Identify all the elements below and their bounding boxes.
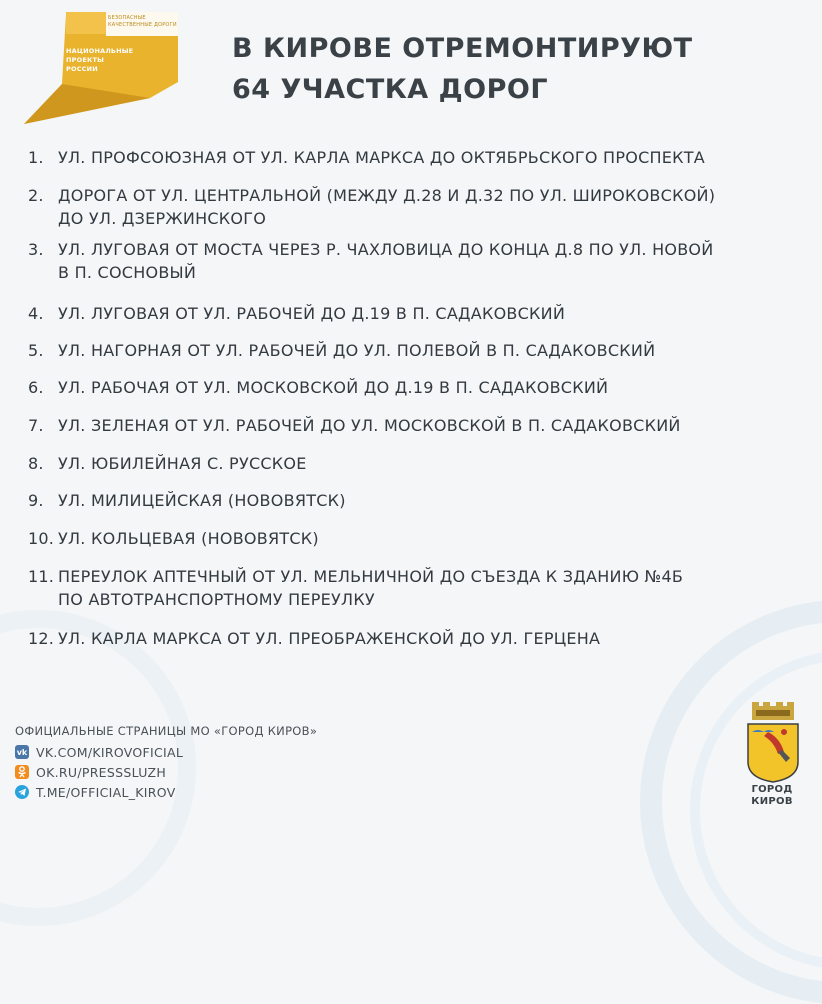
list-item-number: 3. xyxy=(28,240,44,259)
kirov-coat-of-arms xyxy=(744,702,802,784)
list-item xyxy=(28,415,798,438)
list-item-text: УЛ. КОЛЬЦЕВАЯ (НОВОВЯТСК) xyxy=(58,529,319,548)
list-item-number: 7. xyxy=(28,416,44,435)
list-item-number: 10. xyxy=(28,529,55,548)
social-link-label[interactable]: OK.RU/PRESSSLUZH xyxy=(36,764,167,780)
list-item xyxy=(28,453,798,476)
list-item xyxy=(28,528,798,551)
list-item xyxy=(28,628,798,651)
list-item-number: 4. xyxy=(28,304,44,323)
list-item-number: 6. xyxy=(28,378,44,397)
national-projects-logo xyxy=(22,10,192,128)
list-item-text: УЛ. ЗЕЛЕНАЯ ОТ УЛ. РАБОЧЕЙ ДО УЛ. МОСКОВСКОЙ В П. САДАКОВСКИЙ xyxy=(58,416,681,435)
vk-icon: vk xyxy=(15,745,29,759)
list-item-text: УЛ. ПРОФСОЮЗНАЯ ОТ УЛ. КАРЛА МАРКСА ДО ОКТЯБРЬСКОГО ПРОСПЕКТА xyxy=(58,148,705,167)
city-label-line: ГОРОД xyxy=(751,784,793,795)
social-link-ok[interactable] xyxy=(15,762,317,782)
list-item-text: УЛ. МИЛИЦЕЙСКАЯ (НОВОВЯТСК) xyxy=(58,491,346,510)
footer-title: ОФИЦИАЛЬНЫЕ СТРАНИЦЫ МО «ГОРОД КИРОВ» xyxy=(15,724,318,738)
coat-of-arms-icon xyxy=(744,702,802,784)
list-item-text: УЛ. КАРЛА МАРКСА ОТ УЛ. ПРЕОБРАЖЕНСКОЙ ДО УЛ. ГЕРЦЕНА xyxy=(58,629,601,648)
logo-line: ПРОЕКТЫ xyxy=(66,56,105,64)
page-title xyxy=(232,28,693,110)
city-label-line: КИРОВ xyxy=(751,796,793,807)
logo-line: РОССИИ xyxy=(66,65,98,73)
list-item-text: УЛ. РАБОЧАЯ ОТ УЛ. МОСКОВСКОЙ ДО Д.19 В П. САДАКОВСКИЙ xyxy=(58,378,609,397)
footer-socials xyxy=(15,724,317,802)
list-item xyxy=(28,239,798,284)
list-item-number: 5. xyxy=(28,341,44,360)
list-item-text: УЛ. ЛУГОВАЯ ОТ МОСТА ЧЕРЕЗ Р. ЧАХЛОВИЦА ДО КОНЦА Д.8 ПО УЛ. НОВОЙ В П. СОСНОВЫЙ xyxy=(58,240,714,282)
list-item xyxy=(28,377,798,400)
city-label xyxy=(736,784,808,808)
list-item-number: 9. xyxy=(28,491,44,510)
title-line: В КИРОВЕ ОТРЕМОНТИРУЮТ xyxy=(232,33,693,64)
ok-icon xyxy=(15,765,29,779)
list-item xyxy=(28,340,798,363)
decorative-arc xyxy=(690,650,822,970)
list-item-number: 8. xyxy=(28,454,44,473)
list-item-text: УЛ. ЮБИЛЕЙНАЯ С. РУССКОЕ xyxy=(58,454,307,473)
logo-line: КАЧЕСТВЕННЫЕ ДОРОГИ xyxy=(108,22,177,28)
logo-line: БЕЗОПАСНЫЕ xyxy=(108,15,146,21)
list-item-number: 1. xyxy=(28,148,44,167)
list-item-text: ПЕРЕУЛОК АПТЕЧНЫЙ ОТ УЛ. МЕЛЬНИЧНОЙ ДО СЪЕЗДА К ЗДАНИЮ №4Б ПО АВТОТРАНСПОРТНОМУ ПЕРЕУЛКУ xyxy=(58,567,684,609)
title-line: 64 УЧАСТКА ДОРОГ xyxy=(232,74,549,105)
list-item-number: 12. xyxy=(28,629,55,648)
list-item xyxy=(28,147,798,170)
list-item xyxy=(28,490,798,513)
telegram-icon xyxy=(15,785,29,799)
social-link-vk[interactable] xyxy=(15,742,317,762)
list-item-number: 11. xyxy=(28,567,55,586)
social-link-label[interactable]: VK.COM/KIROVOFICIAL xyxy=(36,744,184,760)
logo-line: НАЦИОНАЛЬНЫЕ xyxy=(66,47,134,55)
social-link-telegram[interactable] xyxy=(15,782,317,802)
list-item-text: УЛ. НАГОРНАЯ ОТ УЛ. РАБОЧЕЙ ДО УЛ. ПОЛЕВОЙ В П. САДАКОВСКИЙ xyxy=(58,341,656,360)
list-item xyxy=(28,566,798,611)
list-item-text: УЛ. ЛУГОВАЯ ОТ УЛ. РАБОЧЕЙ ДО Д.19 В П. САДАКОВСКИЙ xyxy=(58,304,566,323)
list-item-number: 2. xyxy=(28,186,44,205)
list-item-text: ДОРОГА ОТ УЛ. ЦЕНТРАЛЬНОЙ (МЕЖДУ Д.28 И Д.32 ПО УЛ. ШИРОКОВСКОЙ) ДО УЛ. ДЗЕРЖИНСКОГО xyxy=(58,186,716,228)
list-item xyxy=(28,303,798,326)
social-link-label[interactable]: T.ME/OFFICIAL_KIROV xyxy=(36,784,176,800)
list-item xyxy=(28,185,798,230)
